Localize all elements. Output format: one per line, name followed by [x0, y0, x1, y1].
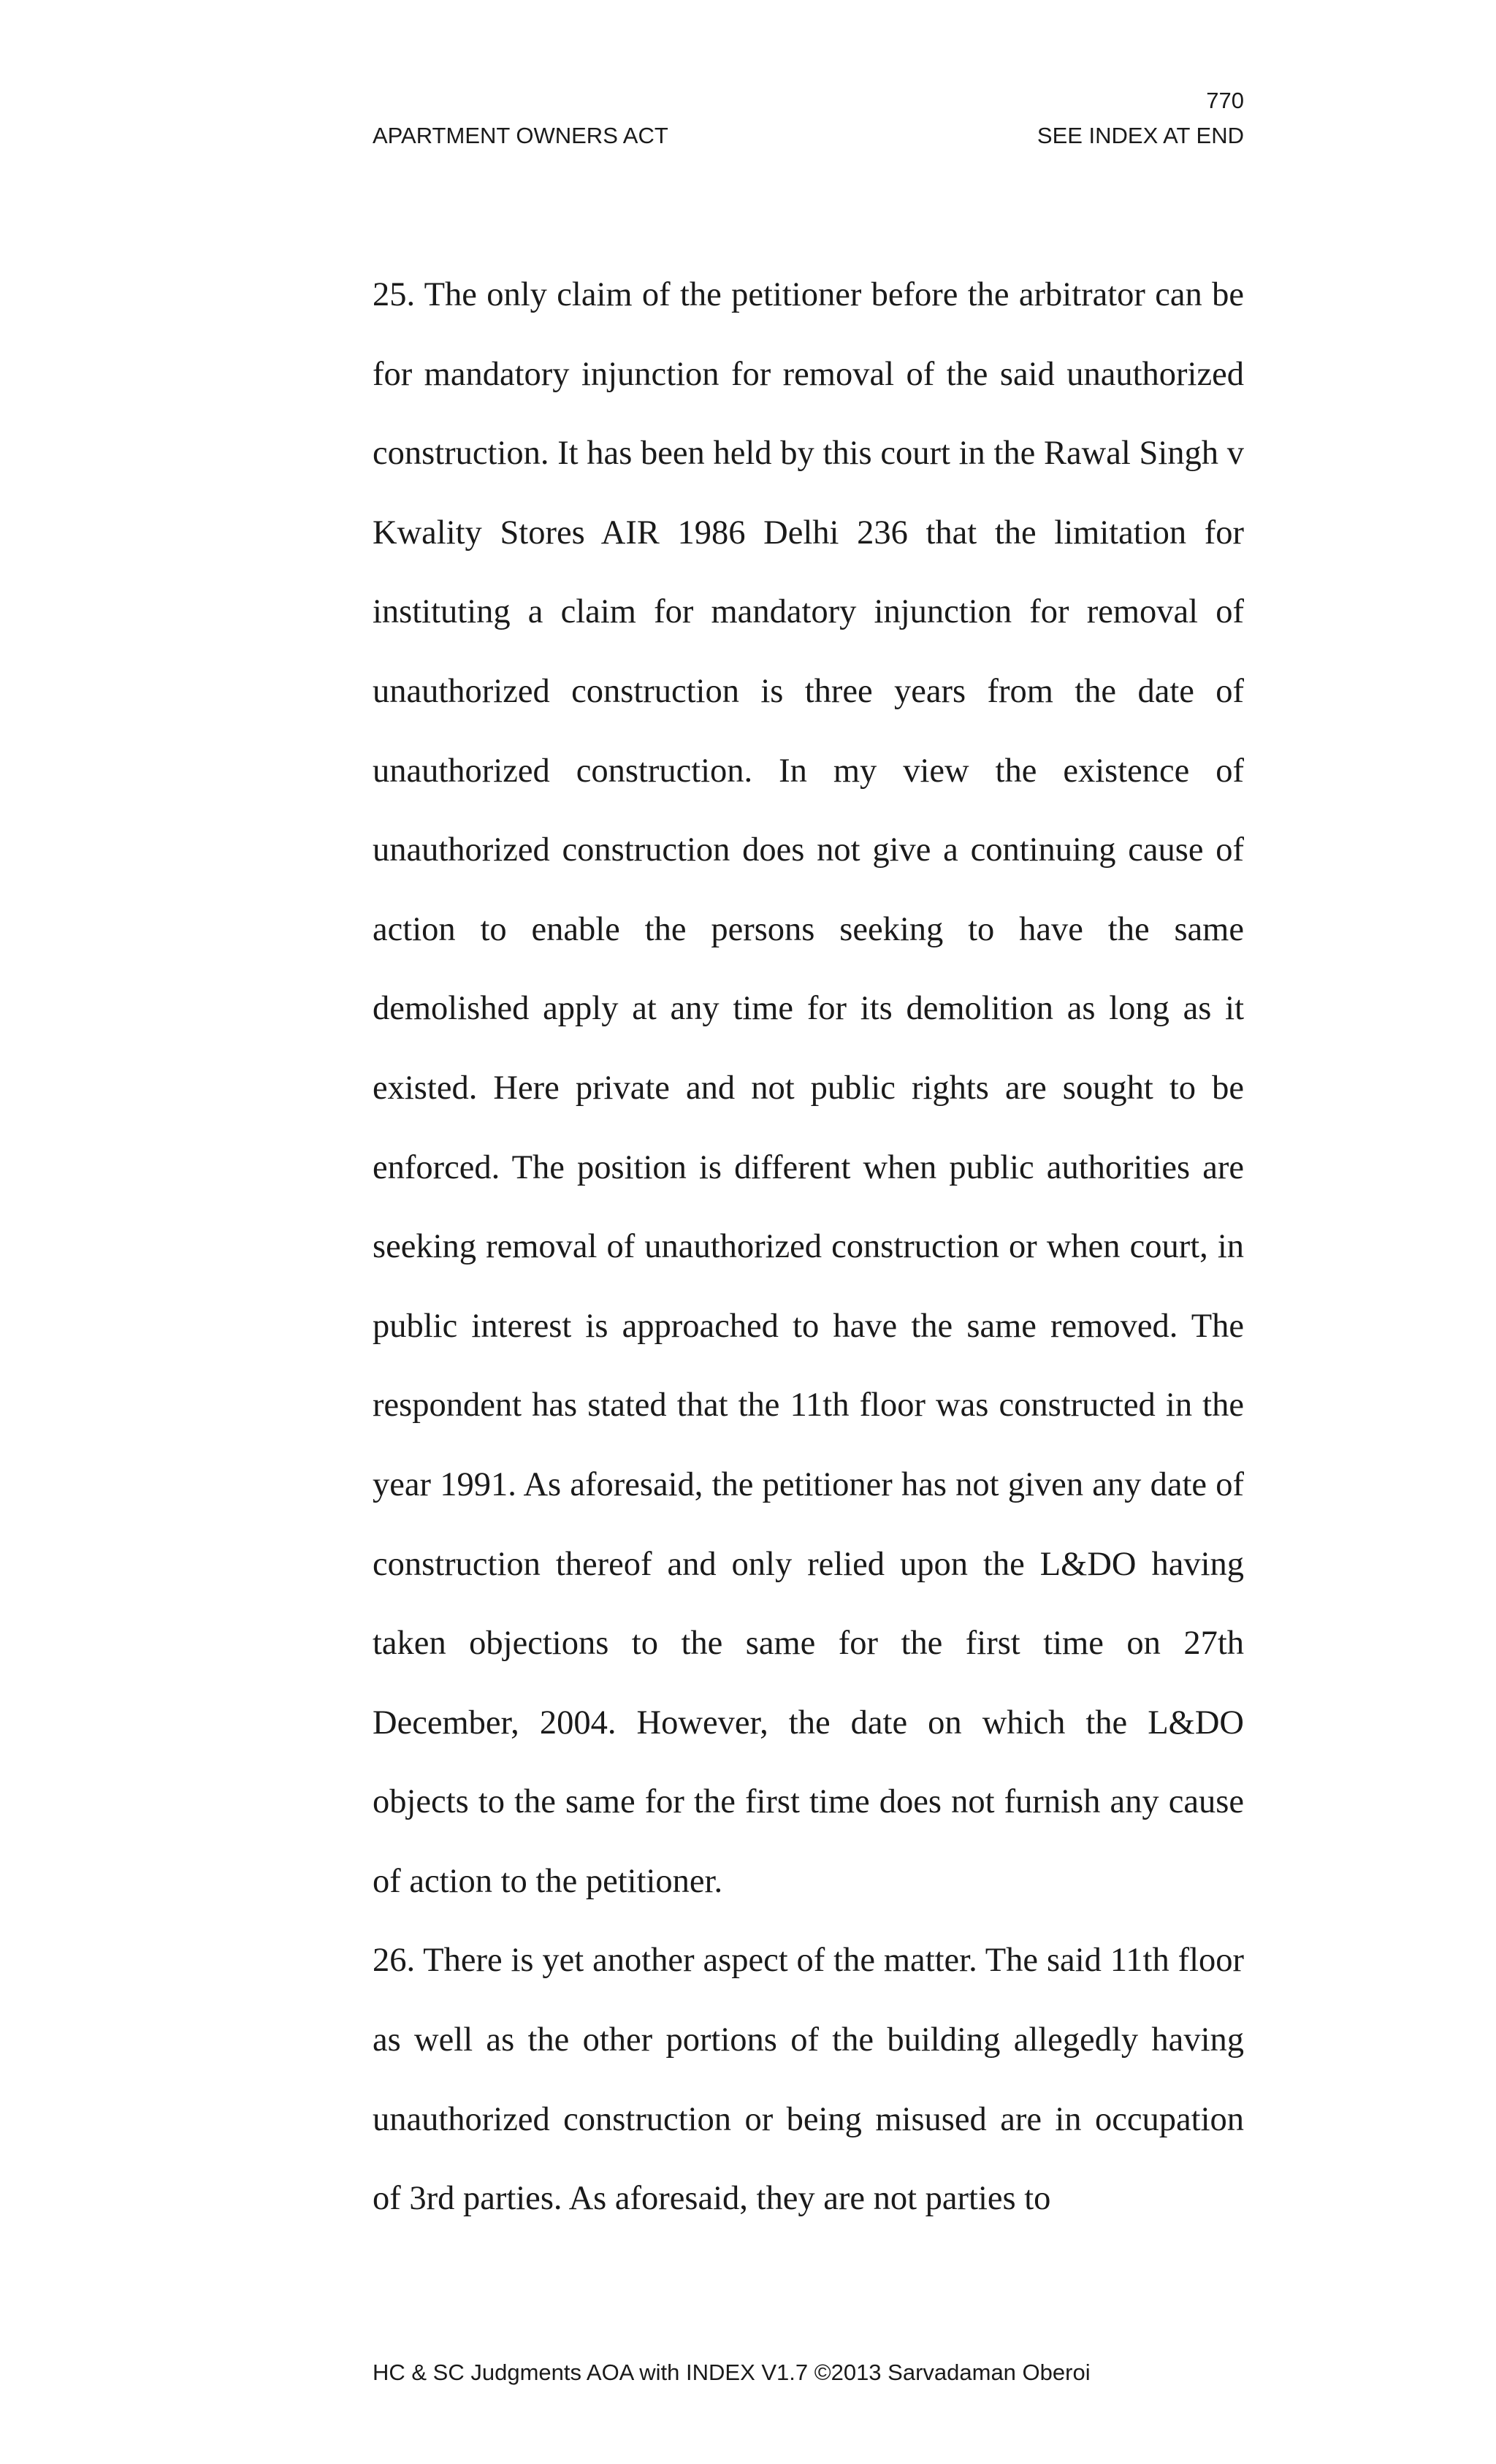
paragraph-26: 26. There is yet another aspect of the matter. The said 11th floor as well as the other portions of the building allegedly having unauthorized construction or being misused are in occupation of 3rd parties. As aforesaid, they are not parties to [373, 1942, 1244, 2218]
page-header [373, 121, 1244, 150]
page-number: 770 [1206, 88, 1244, 113]
paragraph-25: 25. The only claim of the petitioner before the arbitrator can be for mandatory injunction for removal of the said unauthorized construction. It has been held by this court in the Rawal Singh v Kwality Stores AIR 1986 Delhi 236 that the limitation for instituting a claim for mandatory injunction for removal of unauthorized construction is three years from the date of unauthorized construction. In my view the existence of unauthorized construction does not give a continuing cause of action to enable the persons seeking to have the same demolished apply at any time for its demolition as long as it existed. Here private and not public rights are sought to be enforced. The position is different when public authorities are seeking removal of unauthorized construction or when court, in public interest is approached to have the same removed. The respondent has stated that the 11th floor was constructed in the year 1991. As aforesaid, the petitioner has not given any date of construction thereof and only relied upon the L&DO having taken objections to the same for the first time on 27th December, 2004. However, the date on which the L&DO objects to the same for the first time does not furnish any cause of action to the petitioner. [373, 276, 1244, 1900]
document-body [373, 256, 1244, 2239]
page-footer: HC & SC Judgments AOA with INDEX V1.7 ©2013 Sarvadaman Oberoi [373, 2360, 1091, 2385]
header-left-title: APARTMENT OWNERS ACT [373, 123, 668, 148]
header-right-title: SEE INDEX AT END [1037, 123, 1244, 148]
